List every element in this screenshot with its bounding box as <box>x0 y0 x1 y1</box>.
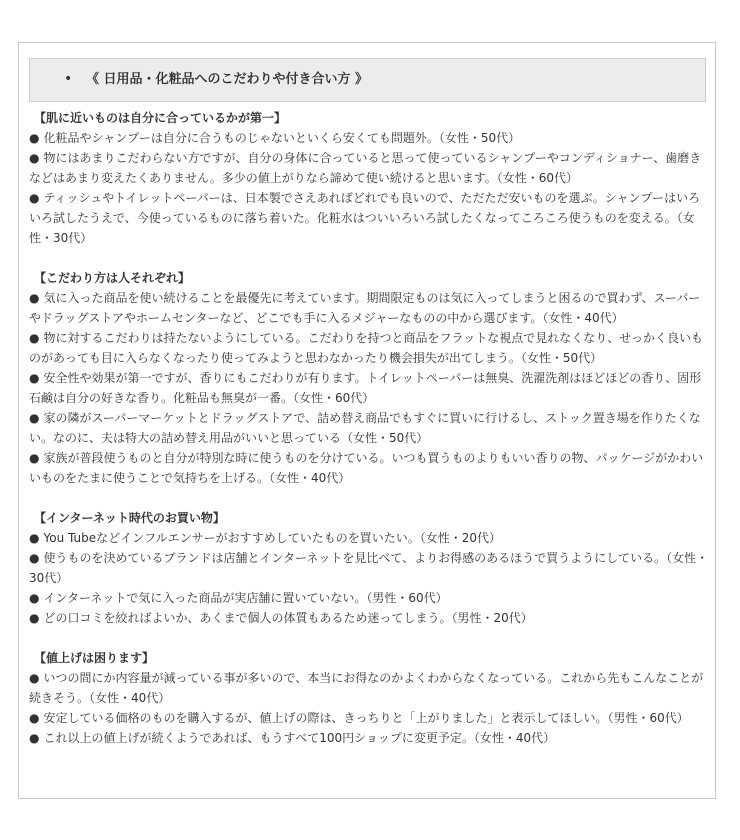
comment-text: You Tubeなどインフルエンサーがおすすめしていたものを買いたい。（女性・20代） <box>43 531 502 545</box>
section-heading: 【肌に近いものは自分に合っているかが第一】 <box>34 111 287 125</box>
bullet-dot-icon: ● <box>29 591 40 605</box>
section-heading: 【インターネット時代のお買い物】 <box>34 511 225 525</box>
comment-text: 使うものを決めているブランドは店舗とインターネットを見比べて、よりお得感のあるほうで買うようにしている。（女性・30代） <box>29 551 709 585</box>
list-item <box>29 728 709 748</box>
section-heading: 【値上げは困ります】 <box>34 651 155 665</box>
list-item <box>29 328 709 368</box>
comment-text: 家族が普段使うものと自分が特別な時に使うものを分けている。いつも買うものよりもいい香りの物、パッケージがかわいいものをたまに使うことで気持ちを上げる。（女性・40代） <box>29 451 704 485</box>
bullet-dot-icon: ● <box>29 731 40 745</box>
bullet-dot-icon: ● <box>29 411 40 425</box>
list-item <box>29 708 709 728</box>
comment-text: 気に入った商品を使い続けることを最優先に考えています。期間限定ものは気に入ってしまうと困るので買わず、スーパーやドラッグストアやホームセンターなど、どこでも手に入るメジャーなものの中から選びます。（女性・40代） <box>29 291 701 325</box>
comment-text: 物に対するこだわりは持たないようにしている。こだわりを持つと商品をフラットな視点で見れなくなり、せっかく良いものがあっても目に入らなくなったり使ってみようと思わなかったり機会損失が出てしまう。（女性・50代） <box>29 331 704 365</box>
list-item <box>29 368 709 408</box>
section-heading: 【こだわり方は人それぞれ】 <box>34 271 191 285</box>
comment-text: 物にはあまりこだわらない方ですが、自分の身体に合っていると思って使っているシャンプーやコンディショナー、歯磨きなどはあまり変えたくありません。多少の値上がりなら諦めて使い続けると思います。（女性・60代） <box>29 151 702 185</box>
bullet-dot-icon: ● <box>29 451 40 465</box>
comment-text: どの口コミを絞ればよいか、あくまで個人の体質もあるため迷ってしまう。（男性・20代） <box>43 611 533 625</box>
content-panel <box>18 42 716 799</box>
section-header <box>29 58 706 102</box>
list-item <box>29 588 709 608</box>
bullet-dot-icon: ● <box>29 131 40 145</box>
list-item <box>29 408 709 448</box>
list-item <box>29 528 709 548</box>
list-item <box>29 128 709 148</box>
comment-text: いつの間にか内容量が減っている事が多いので、本当にお得なのかよくわからなくなっている。これから先もこんなことが続きそう。（女性・40代） <box>29 671 704 705</box>
bullet-dot-icon: ● <box>29 331 40 345</box>
section-personal-preferences <box>29 268 709 488</box>
section-price-increases <box>29 648 709 748</box>
list-item <box>29 548 709 588</box>
header-title: 《 日用品・化粧品へのこだわりや付き合い方 》 <box>86 72 369 87</box>
bullet-dot-icon: ● <box>29 291 40 305</box>
comments-body <box>29 108 709 768</box>
list-item <box>29 668 709 708</box>
bullet-dot-icon: ● <box>29 191 40 205</box>
bullet-dot-icon: ● <box>29 711 40 725</box>
comment-text: 安定している価格のものを購入するが、値上げの際は、きっちりと「上がりました」と表示してほしい。（男性・60代） <box>43 711 689 725</box>
list-item <box>29 448 709 488</box>
section-internet-shopping <box>29 508 709 628</box>
list-item <box>29 148 709 188</box>
bullet-dot-icon: ● <box>29 671 40 685</box>
bullet-dot-icon: ● <box>29 551 40 565</box>
header-bullet-icon: • <box>64 71 73 87</box>
comment-text: これ以上の値上げが続くようであれば、もうすべて100円ショップに変更予定。（女性・40代） <box>43 731 556 745</box>
bullet-dot-icon: ● <box>29 151 40 165</box>
list-item <box>29 608 709 628</box>
comment-text: 化粧品やシャンプーは自分に合うものじゃないといくら安くても問題外。（女性・50代） <box>43 131 521 145</box>
section-fit-skin <box>29 108 709 248</box>
comment-text: 家の隣がスーパーマーケットとドラッグストアで、詰め替え商品でもすぐに買いに行けるし、ストック置き場を作りたくない。なのに、夫は特大の詰め替え用品がいいと思っている（女性・50代） <box>29 411 701 445</box>
bullet-dot-icon: ● <box>29 611 40 625</box>
bullet-dot-icon: ● <box>29 371 40 385</box>
comment-text: ティッシュやトイレットペーパーは、日本製でさえあればどれでも良いので、ただただ安いものを選ぶ。シャンプーはいろいろ試したうえで、今使っているものに落ち着いた。化粧水はついいろいろ試したくなってころころ使うものを変える。（女性・30代） <box>29 191 701 245</box>
list-item <box>29 188 709 248</box>
comment-text: インターネットで気に入った商品が実店舗に置いていない。（男性・60代） <box>43 591 448 605</box>
comment-text: 安全性や効果が第一ですが、香りにもこだわりが有ります。トイレットペーパーは無臭、洗濯洗剤はほどほどの香り、固形石鹸は自分の好きな香り。化粧品も無臭が一番。（女性・60代） <box>29 371 702 405</box>
bullet-dot-icon: ● <box>29 531 40 545</box>
list-item <box>29 288 709 328</box>
